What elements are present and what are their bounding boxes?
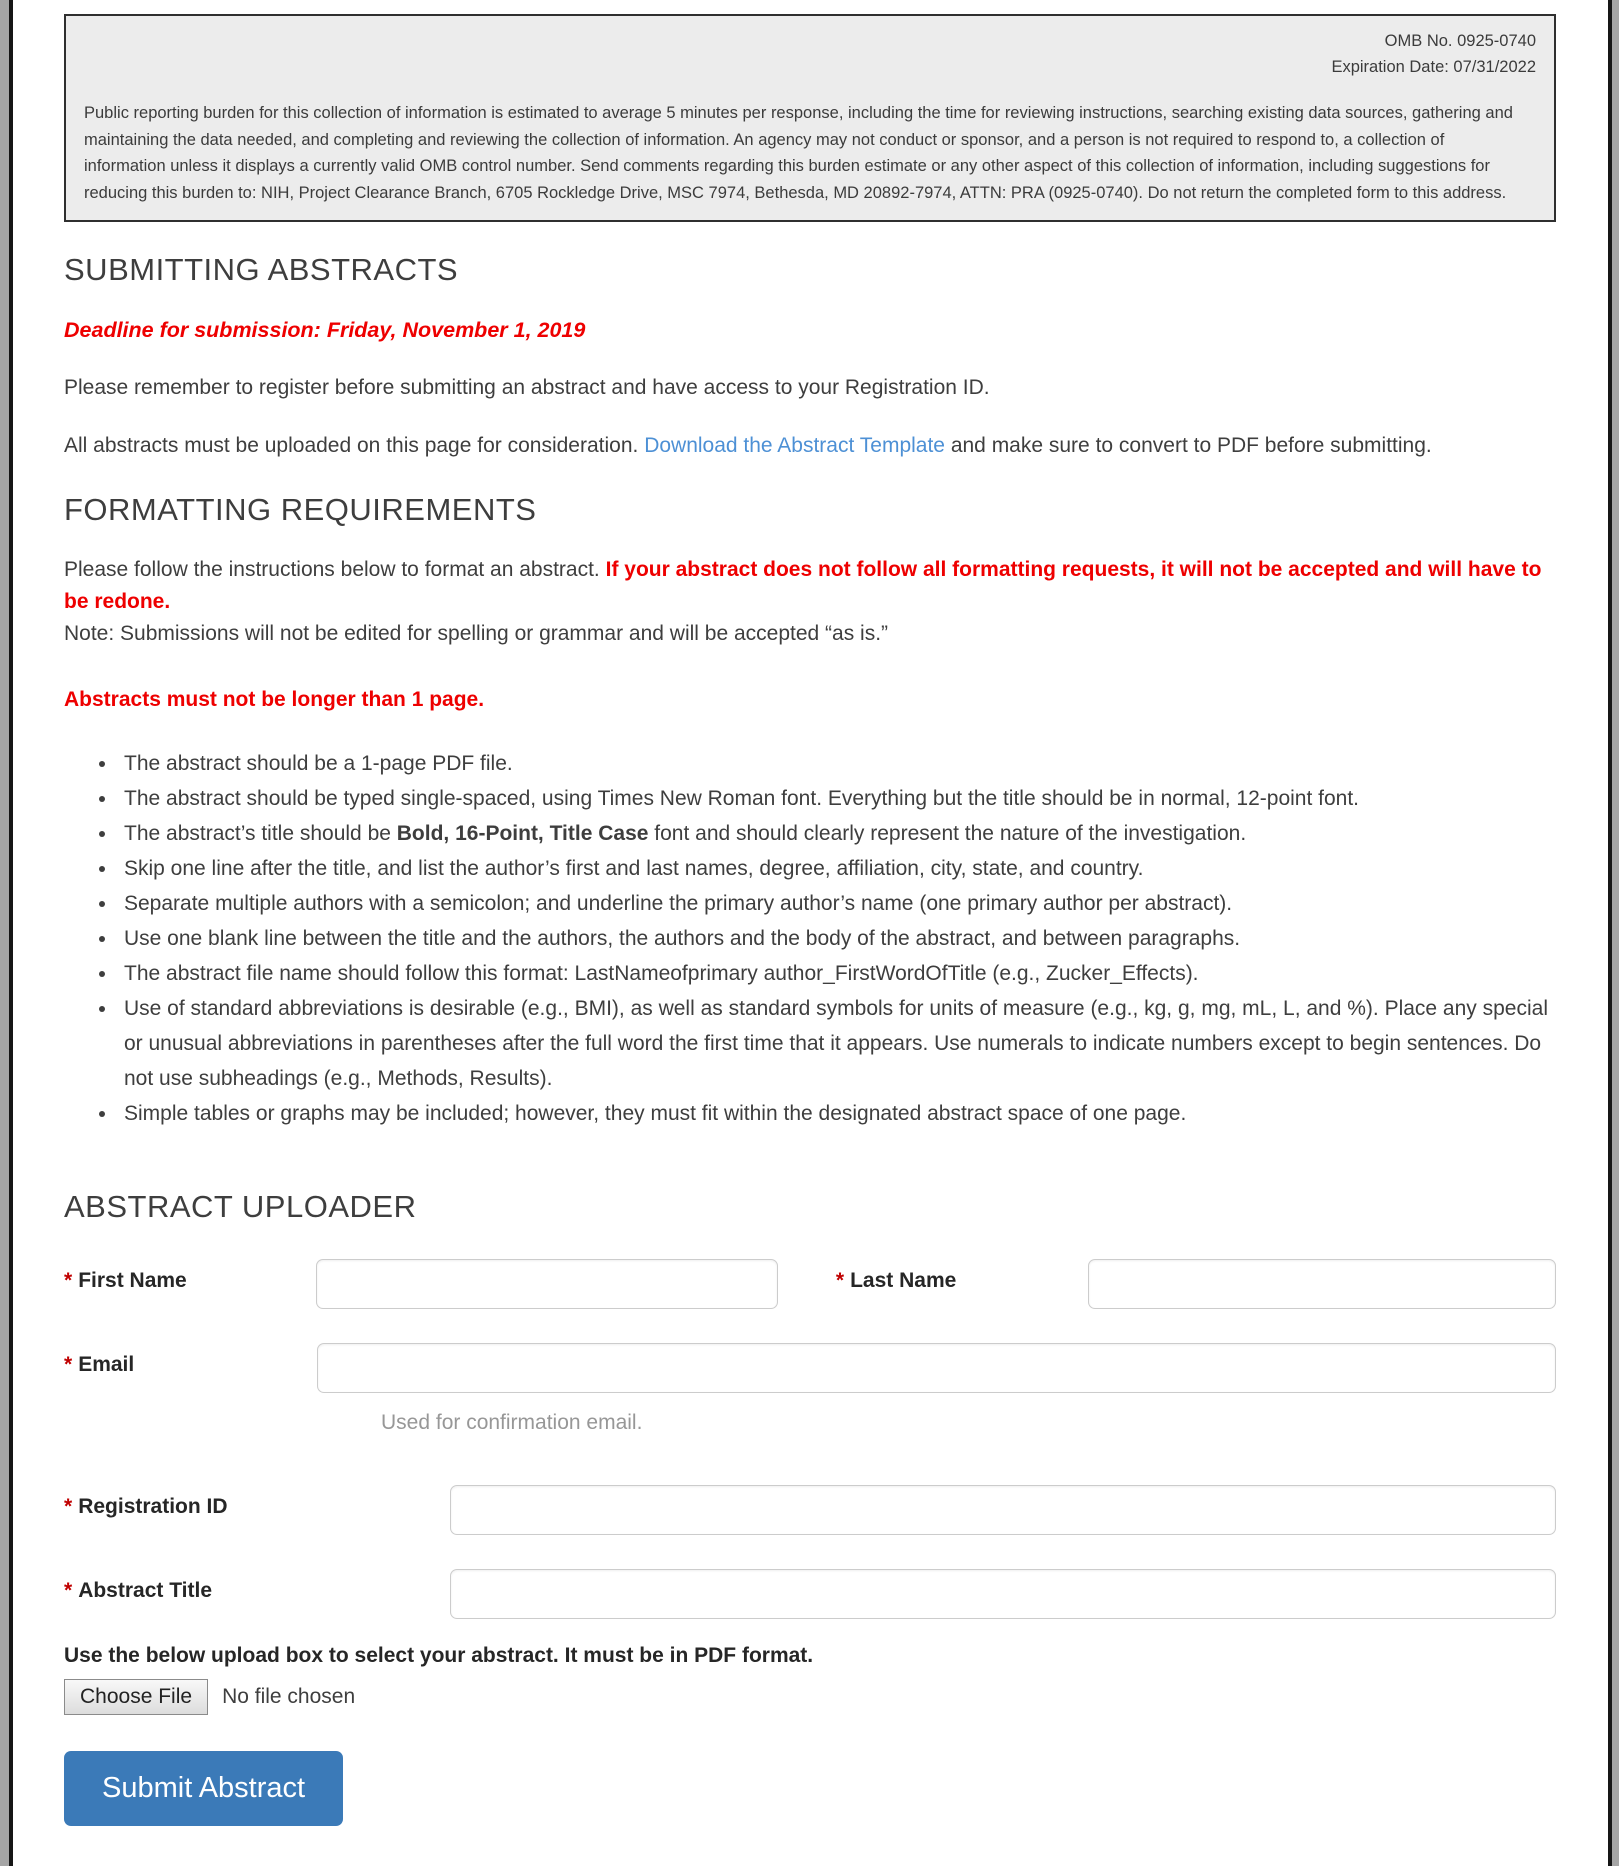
upload-paragraph-post: and make sure to convert to PDF before submitting.: [944, 434, 1432, 457]
first-name-label-text: First Name: [78, 1269, 187, 1292]
rule-title-post: font and should clearly represent the nature of the investigation.: [648, 822, 1247, 845]
registration-id-row: [64, 1485, 1556, 1535]
formatting-intro-paragraph: [64, 554, 1556, 650]
length-warning: Abstracts must not be longer than 1 page.: [64, 688, 485, 711]
last-name-label-text: Last Name: [850, 1269, 957, 1292]
upload-paragraph-pre: All abstracts must be uploaded on this page for consideration.: [64, 434, 645, 457]
abstract-uploader-heading: ABSTRACT UPLOADER: [64, 1189, 417, 1224]
first-name-label: [64, 1259, 316, 1293]
rule-item: • The abstract should be typed single-spaced, using Times New Roman font. Everything but the title should be in normal, 12-point font.: [118, 781, 1556, 816]
formatting-requirements-heading: FORMATTING REQUIREMENTS: [64, 492, 537, 527]
window-edge-right-gray: [1612, 0, 1619, 1866]
omb-expiration-date: Expiration Date: 07/31/2022: [1331, 58, 1536, 76]
omb-notice-box: [64, 14, 1556, 222]
formatting-rules-list: [64, 746, 1556, 1131]
submission-deadline: Deadline for submission: Friday, November 1, 2019: [64, 318, 586, 342]
rule-item: • Use of standard abbreviations is desirable (e.g., BMI), as well as standard symbols for units of measure (e.g., kg, g, mg, mL, L, and %). Place any special or unusual abbreviations in parentheses after the full word the first time that it appears. Use numerals to indicate numbers except to begin sentences. Do not use subheadings (e.g., Methods, Results).: [118, 991, 1556, 1096]
omb-burden-statement: Public reporting burden for this collection of information is estimated to average 5 minutes per response, including the time for reviewing instructions, searching existing data sources, gathering and maintaining the data needed, and completing and reviewing the collection of information. An agency may not conduct or sponsor, and a person is not required to respond to, a collection of information unless it displays a currently valid OMB control number. Send comments regarding this burden estimate or any other aspect of this collection of information, including suggestions for reducing this burden to: NIH, Project Clearance Branch, 6705 Rockledge Drive, MSC 7974, Bethesda, MD 20892-7974, ATTN: PRA (0925-0740). Do not return the completed form to this address.: [84, 104, 1513, 202]
rule-title-pre: The abstract’s title should be: [124, 822, 397, 845]
email-label-text: Email: [78, 1353, 135, 1376]
formatting-warning: If your abstract does not follow all formatting requests, it will not be accepted and will have to be redone.: [64, 558, 1542, 613]
register-reminder: Please remember to register before submitting an abstract and have access to your Registration ID.: [64, 376, 990, 399]
required-marker: *: [64, 1579, 73, 1602]
upload-consideration-paragraph: [64, 430, 1556, 462]
no-file-chosen-text: No file chosen: [222, 1685, 356, 1708]
required-marker: *: [64, 1269, 73, 1292]
rule-item: • Use one blank line between the title and the authors, the authors and the body of the abstract, and between paragraphs.: [118, 921, 1556, 956]
rule-item: • Separate multiple authors with a semicolon; and underline the primary author’s name (one primary author per abstract).: [118, 886, 1556, 921]
submit-abstract-button[interactable]: Submit Abstract: [64, 1751, 343, 1826]
email-row: [64, 1343, 1556, 1393]
rule-title-bold: Bold, 16-Point, Title Case: [396, 822, 649, 845]
required-marker: *: [835, 1269, 845, 1292]
omb-number: OMB No. 0925-0740: [1384, 32, 1536, 50]
rule-item: • Skip one line after the title, and list the author’s first and last names, degree, affiliation, city, state, and country.: [118, 851, 1556, 886]
rule-item: • The abstract file name should follow this format: LastNameofprimary author_FirstWordOfTitle (e.g., Zucker_Effects).: [118, 956, 1556, 991]
last-name-input[interactable]: [1088, 1259, 1556, 1309]
upload-box-instruction: Use the below upload box to select your abstract. It must be in PDF format.: [64, 1644, 814, 1667]
email-input[interactable]: [317, 1343, 1556, 1393]
choose-file-button[interactable]: Choose File: [64, 1679, 208, 1715]
registration-id-input[interactable]: [450, 1485, 1556, 1535]
rule-item: • Simple tables or graphs may be included; however, they must fit within the designated abstract space of one page.: [118, 1096, 1556, 1131]
rule-item: [118, 816, 1556, 851]
download-abstract-template-link[interactable]: Download the Abstract Template: [644, 434, 945, 457]
registration-id-label-text: Registration ID: [78, 1495, 228, 1518]
rule-item: • The abstract should be a 1-page PDF file.: [118, 746, 1556, 781]
formatting-note: Note: Submissions will not be edited for spelling or grammar and will be accepted “as is.”: [64, 622, 889, 645]
submitting-abstracts-heading: SUBMITTING ABSTRACTS: [64, 252, 459, 287]
required-marker: *: [64, 1495, 73, 1518]
name-row: [64, 1259, 1556, 1309]
window-edge-left-gray: [0, 0, 9, 1866]
file-upload-control: [64, 1679, 1556, 1715]
formatting-intro-pre: Please follow the instructions below to format an abstract.: [64, 558, 606, 581]
registration-id-label: [64, 1485, 450, 1519]
email-help-text: Used for confirmation email.: [381, 1411, 643, 1434]
abstract-title-label-text: Abstract Title: [78, 1579, 213, 1602]
abstract-title-input[interactable]: [450, 1569, 1556, 1619]
abstract-title-row: [64, 1569, 1556, 1619]
last-name-label: [836, 1259, 1088, 1293]
page-border-left: [9, 0, 13, 1866]
email-label: [64, 1343, 317, 1377]
required-marker: *: [64, 1353, 73, 1376]
first-name-input[interactable]: [316, 1259, 778, 1309]
abstract-title-label: [64, 1569, 450, 1603]
